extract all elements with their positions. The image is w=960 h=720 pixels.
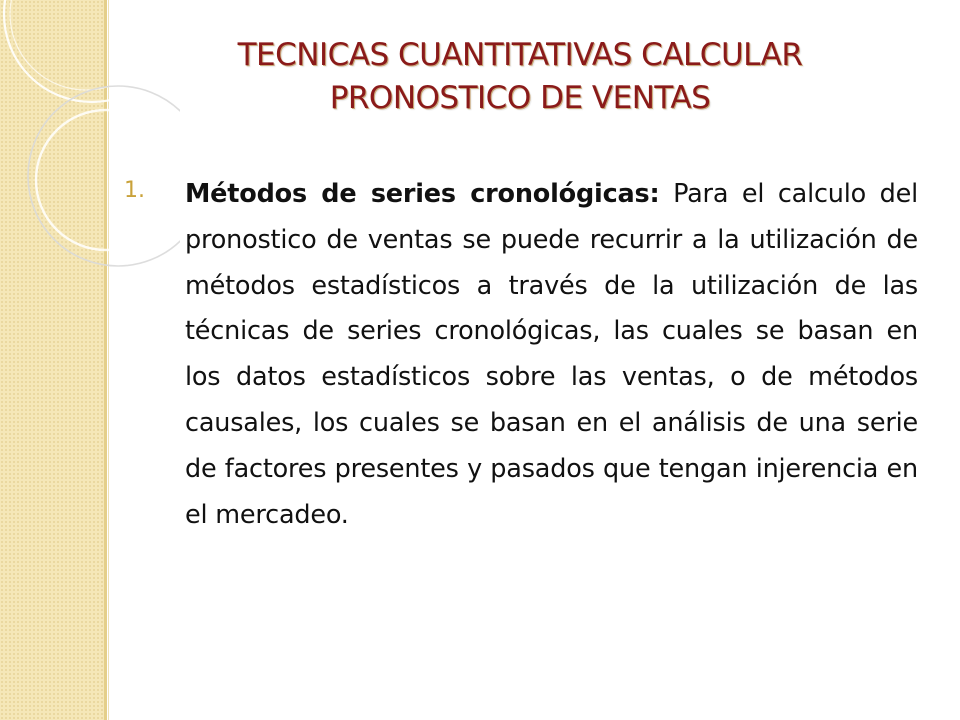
decorative-ring-middle-inner xyxy=(36,110,176,250)
slide-title-line-2: PRONOSTICO DE VENTAS xyxy=(329,80,711,116)
list-item-number: 1. xyxy=(124,178,145,203)
slide-title-line-1: TECNICAS CUANTITATIVAS CALCULAR xyxy=(237,37,803,73)
list-item-text xyxy=(185,172,918,538)
list-item-body: Para el calculo del pronostico de ventas se puede recurrir a la utilización de métodos estadísticos a través de la utilización de las técnicas de series cronológicas, las cuales se basan en los datos estadísticos sobre las ventas, o de métodos causales, los cuales se basan en el análisis de una serie de factores presentes y pasados que tengan injerencia en el mercadeo. xyxy=(185,179,918,530)
slide-title xyxy=(150,34,890,120)
decorative-ring-top-inner xyxy=(10,0,162,90)
list-item-lead: Métodos de series cronológicas: xyxy=(185,179,660,209)
